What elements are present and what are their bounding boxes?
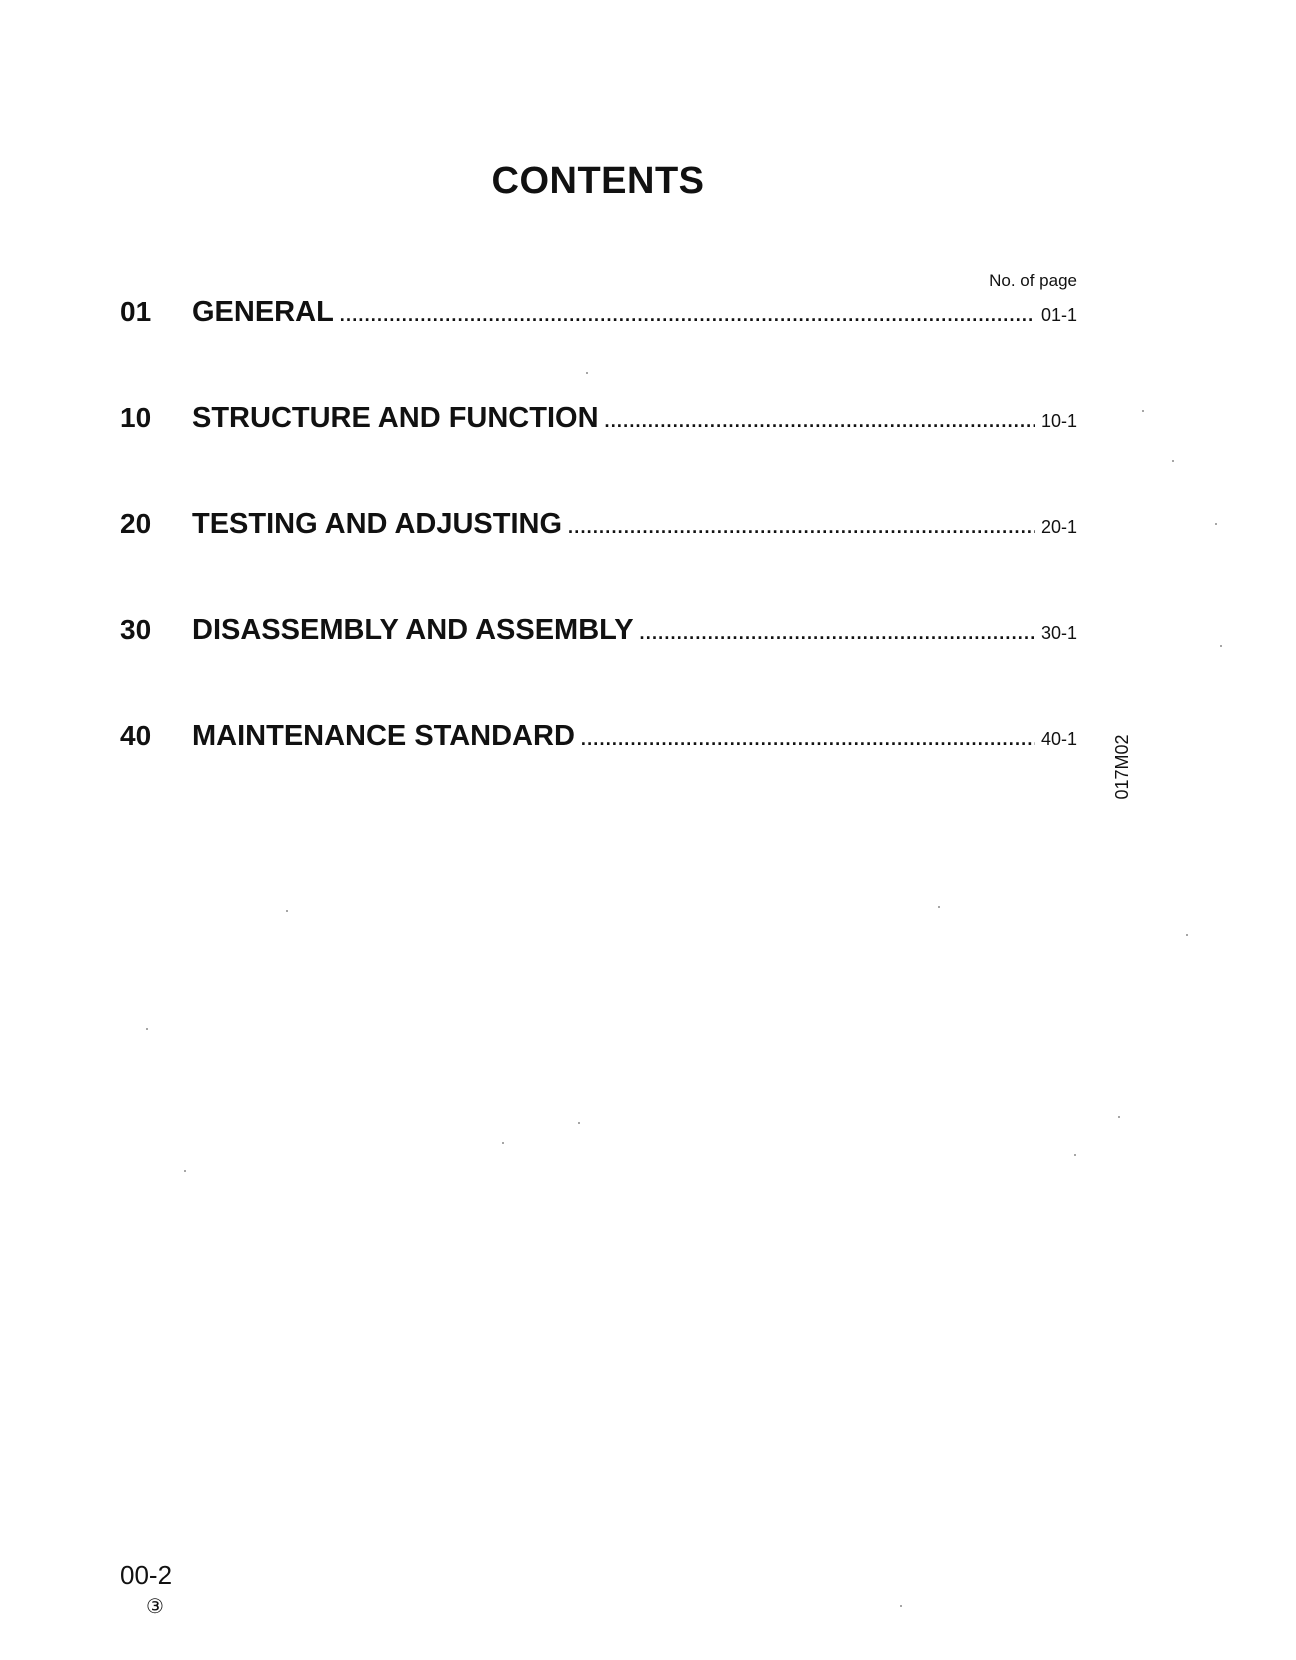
toc-entry-structure-and-function[interactable] (120, 402, 1077, 442)
page-column-header: No. of page (989, 271, 1077, 290)
scan-speck (1142, 410, 1144, 412)
side-code: 017M02 (1112, 734, 1132, 800)
leader-dots (581, 729, 1035, 750)
scan-speck (900, 1605, 902, 1607)
toc-entry-page: 30-1 (1040, 623, 1077, 643)
toc-entry-number: 30 (120, 614, 152, 645)
toc-entry-page: 10-1 (1040, 411, 1077, 431)
toc-entry-title: GENERAL (192, 296, 334, 328)
toc-entry-number: 20 (120, 508, 152, 539)
scan-speck (1118, 1116, 1120, 1118)
toc-entry-testing-and-adjusting[interactable] (120, 508, 1077, 548)
toc-entry-title: TESTING AND ADJUSTING (192, 508, 563, 540)
scan-speck (184, 1170, 186, 1172)
leader-dots (640, 623, 1035, 644)
toc-entry-page: 40-1 (1040, 729, 1077, 749)
scan-speck (1172, 460, 1174, 462)
toc-entry-disassembly-and-assembly[interactable] (120, 614, 1077, 654)
toc-entry-title: STRUCTURE AND FUNCTION (192, 402, 599, 434)
scan-speck (1220, 645, 1222, 647)
toc-entry-number: 40 (120, 720, 152, 751)
toc-entry-page: 01-1 (1040, 305, 1077, 325)
leader-dots (605, 411, 1035, 432)
leader-dots (340, 305, 1035, 326)
leader-dots (568, 517, 1035, 538)
scan-speck (502, 1142, 504, 1144)
revision-mark: ③ (146, 1594, 164, 1618)
scan-speck (938, 906, 940, 908)
toc-entry-maintenance-standard[interactable] (120, 720, 1077, 760)
scan-speck (1186, 934, 1188, 936)
toc-entry-number: 01 (120, 296, 152, 327)
page-number: 00-2 (120, 1560, 173, 1590)
toc-entry-general[interactable] (120, 296, 1077, 336)
scan-speck (586, 372, 588, 374)
scan-speck (146, 1028, 148, 1030)
toc-entry-title: DISASSEMBLY AND ASSEMBLY (192, 614, 634, 646)
page-title: CONTENTS (491, 160, 705, 202)
scan-speck (578, 1122, 580, 1124)
toc-entry-title: MAINTENANCE STANDARD (192, 720, 575, 752)
toc-entry-number: 10 (120, 402, 152, 433)
scan-speck (1074, 1154, 1076, 1156)
scan-speck (286, 910, 288, 912)
toc-entry-page: 20-1 (1040, 517, 1077, 537)
scan-speck (1215, 523, 1217, 525)
